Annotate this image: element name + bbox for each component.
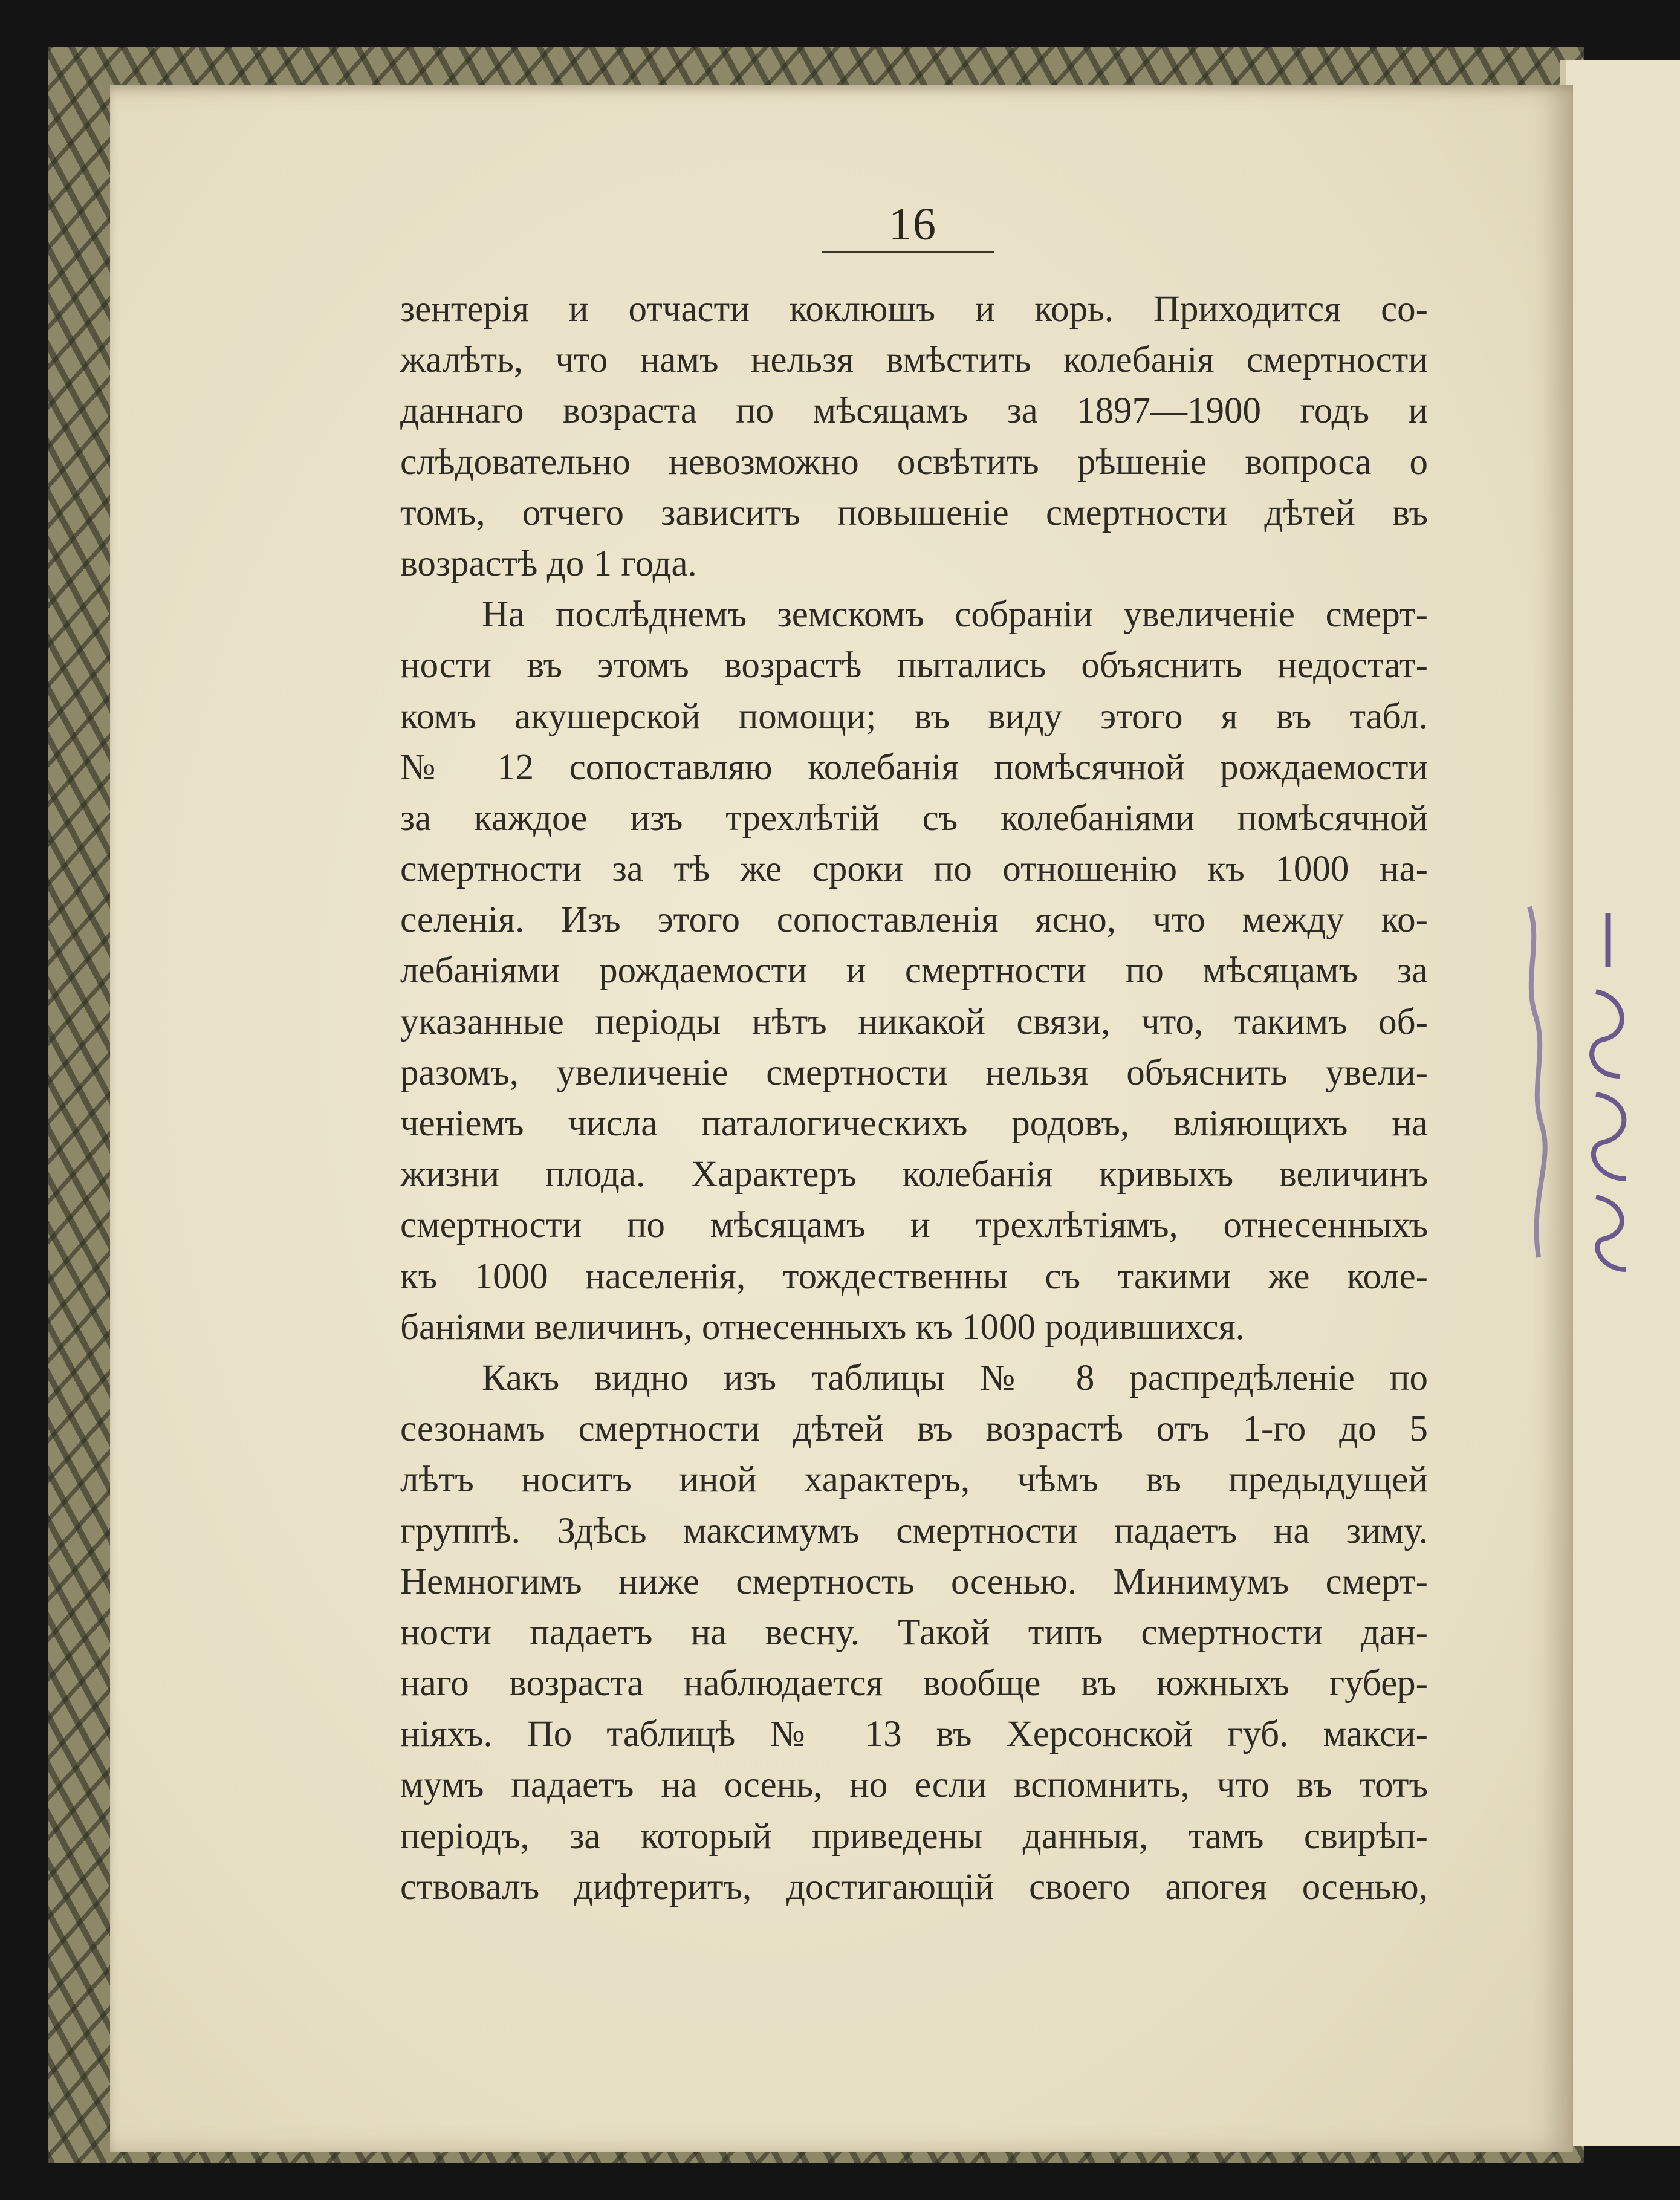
page-body bbox=[400, 284, 1428, 1913]
page-number-rule bbox=[822, 251, 994, 253]
text-line: ченіемъ числа паталогическихъ родовъ, вліяющихъ на bbox=[400, 1103, 1428, 1144]
text-line: На послѣднемъ земскомъ собраніи увеличеніе смерт- bbox=[482, 594, 1428, 635]
text-line: періодъ, за который приведены данныя, тамъ свирѣп- bbox=[400, 1815, 1428, 1857]
text-line: слѣдовательно невозможно освѣтить рѣшеніе вопроса о bbox=[400, 441, 1428, 482]
handwritten-margin-mark bbox=[1505, 895, 1662, 1282]
text-line: ности въ этомъ возрастѣ пытались объяснить недостат- bbox=[400, 645, 1428, 686]
text-line: мумъ падаетъ на осень, но если вспомнить, что въ тотъ bbox=[400, 1765, 1428, 1806]
text-line: лебаніями рождаемости и смертности по мѣсяцамъ за bbox=[400, 950, 1428, 991]
text-line: комъ акушерской помощи; въ виду этого я въ табл. bbox=[400, 696, 1428, 737]
text-line: лѣтъ носитъ иной характеръ, чѣмъ въ предыдущей bbox=[400, 1459, 1428, 1501]
text-line: къ 1000 населенія, тождественны съ такими же коле- bbox=[400, 1256, 1428, 1297]
text-line: за каждое изъ трехлѣтій съ колебаніями помѣсячной bbox=[400, 797, 1428, 839]
text-line: томъ, отчего зависитъ повышеніе смертности дѣтей въ bbox=[400, 492, 1428, 533]
text-line: группѣ. Здѣсь максимумъ смертности падаетъ на зиму. bbox=[400, 1510, 1428, 1551]
text-line: смертности за тѣ же сроки по отношенію къ 1000 на- bbox=[400, 849, 1428, 890]
text-line: Немногимъ ниже смертность осенью. Минимумъ смерт- bbox=[400, 1561, 1428, 1602]
text-line: ствовалъ дифтеритъ, достигающій своего апогея осенью, bbox=[400, 1866, 1428, 1907]
page-number: 16 bbox=[889, 199, 937, 250]
text-line: ніяхъ. По таблицѣ № 13 въ Херсонской губ. макси- bbox=[400, 1714, 1428, 1755]
text-line: жизни плода. Характеръ колебанія кривыхъ величинъ bbox=[400, 1154, 1428, 1195]
text-line: даннаго возраста по мѣсяцамъ за 1897—1900 годъ и bbox=[400, 391, 1428, 432]
text-line: зентерія и отчасти коклюшъ и корь. Приходится со- bbox=[400, 289, 1428, 329]
text-line: жалѣть, что намъ нельзя вмѣстить колебанія смертности bbox=[400, 340, 1428, 381]
text-line: Какъ видно изъ таблицы № 8 распредѣленіе по bbox=[482, 1357, 1428, 1398]
text-line: сезонамъ смертности дѣтей въ возрастѣ отъ 1-го до 5 bbox=[400, 1409, 1428, 1450]
text-line: ности падаетъ на весну. Такой типъ смертности дан- bbox=[400, 1612, 1428, 1653]
text-line: возрастѣ до 1 года. bbox=[400, 543, 697, 584]
text-line: наго возраста наблюдается вообще въ южныхъ губер- bbox=[400, 1663, 1428, 1704]
text-line: указанные періоды нѣтъ никакой связи, что, такимъ об- bbox=[400, 1001, 1428, 1042]
text-line: № 12 сопоставляю колебанія помѣсячной рождаемости bbox=[400, 747, 1428, 788]
text-line: смертности по мѣсяцамъ и трехлѣтіямъ, отнесенныхъ bbox=[400, 1205, 1428, 1246]
text-line: баніями величинъ, отнесенныхъ къ 1000 родившихся. bbox=[400, 1306, 1245, 1348]
text-line: селенія. Изъ этого сопоставленія ясно, что между ко- bbox=[400, 900, 1428, 941]
text-line: разомъ, увеличеніе смертности нельзя объяснить увели- bbox=[400, 1052, 1428, 1093]
